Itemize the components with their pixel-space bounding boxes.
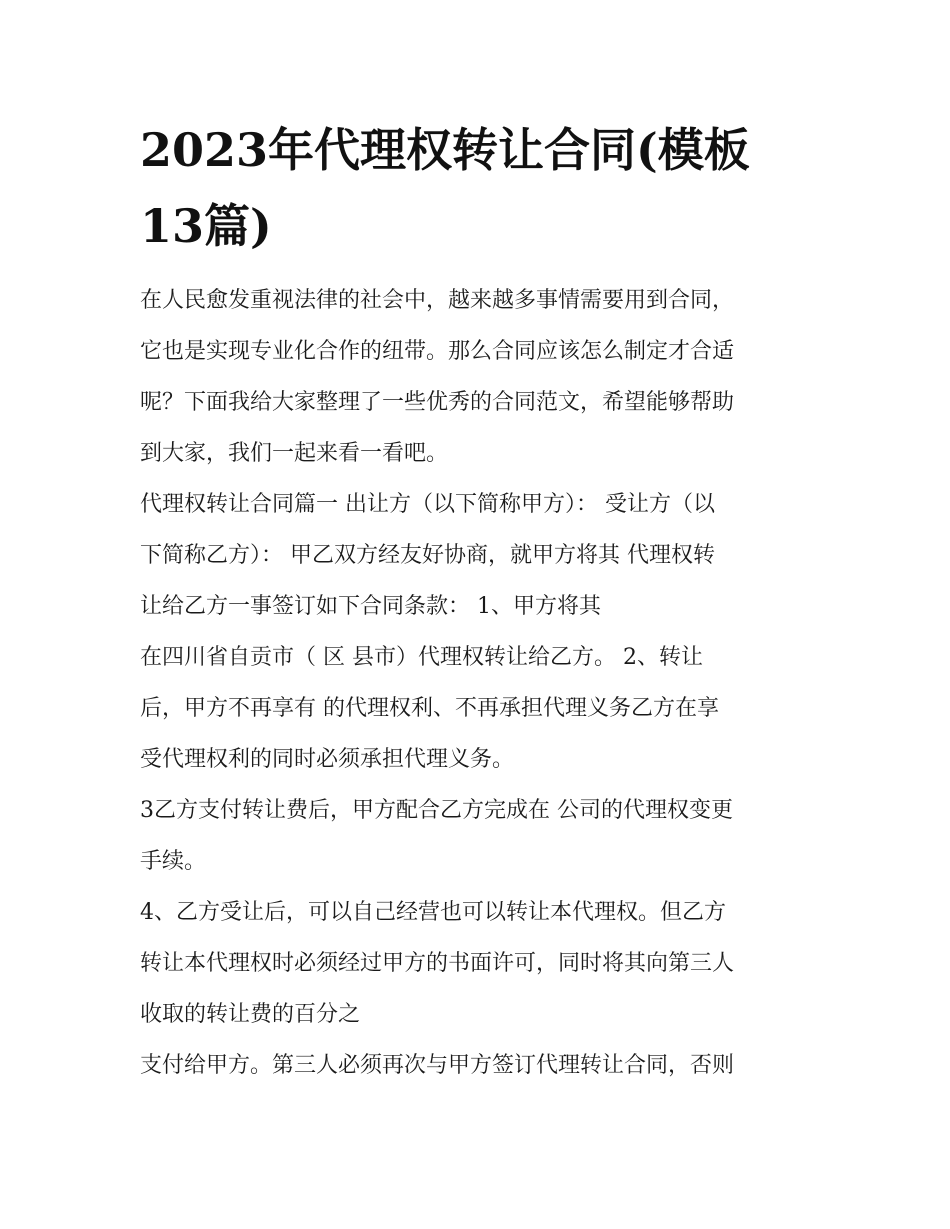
document-body — [140, 275, 820, 1091]
body-line: 收取的转让费的百分之 — [140, 1002, 361, 1027]
body-line: 支付给甲方。第三人必须再次与甲方签订代理转让合同，否则 — [140, 1053, 735, 1078]
body-line: 手续。 — [140, 849, 207, 874]
body-line: 下简称乙方）： 甲乙双方经友好协商，就甲方将其 代理权转 — [140, 543, 715, 568]
body-line: 在人民愈发重视法律的社会中，越来越多事情需要用到合同， — [140, 288, 735, 313]
body-line: 它也是实现专业化合作的纽带。那么合同应该怎么制定才合适 — [140, 339, 735, 364]
body-line: 在四川省自贡市（ 区 县市）代理权转让给乙方。 2、转让 — [140, 645, 703, 670]
title-line: 13篇) — [140, 199, 272, 253]
title-line: 2023年代理权转让合同(模板 — [140, 123, 750, 177]
body-line: 后，甲方不再享有 的代理权利、不再承担代理义务乙方在享 — [140, 696, 719, 721]
body-line: 呢？下面我给大家整理了一些优秀的合同范文，希望能够帮助 — [140, 390, 735, 415]
body-line: 受代理权利的同时必须承担代理义务。 — [140, 747, 515, 772]
document-title — [140, 112, 820, 264]
body-line: 3乙方支付转让费后，甲方配合乙方完成在 公司的代理权变更 — [140, 798, 733, 823]
body-line: 4、乙方受让后，可以自己经营也可以转让本代理权。但乙方 — [140, 900, 726, 925]
body-line: 转让本代理权时必须经过甲方的书面许可，同时将其向第三人 — [140, 951, 735, 976]
body-line: 让给乙方一事签订如下合同条款： 1、甲方将其 — [140, 594, 601, 619]
body-line: 代理权转让合同篇一 出让方（以下简称甲方）： 受让方（以 — [140, 492, 715, 517]
body-line: 到大家，我们一起来看一看吧。 — [140, 441, 449, 466]
